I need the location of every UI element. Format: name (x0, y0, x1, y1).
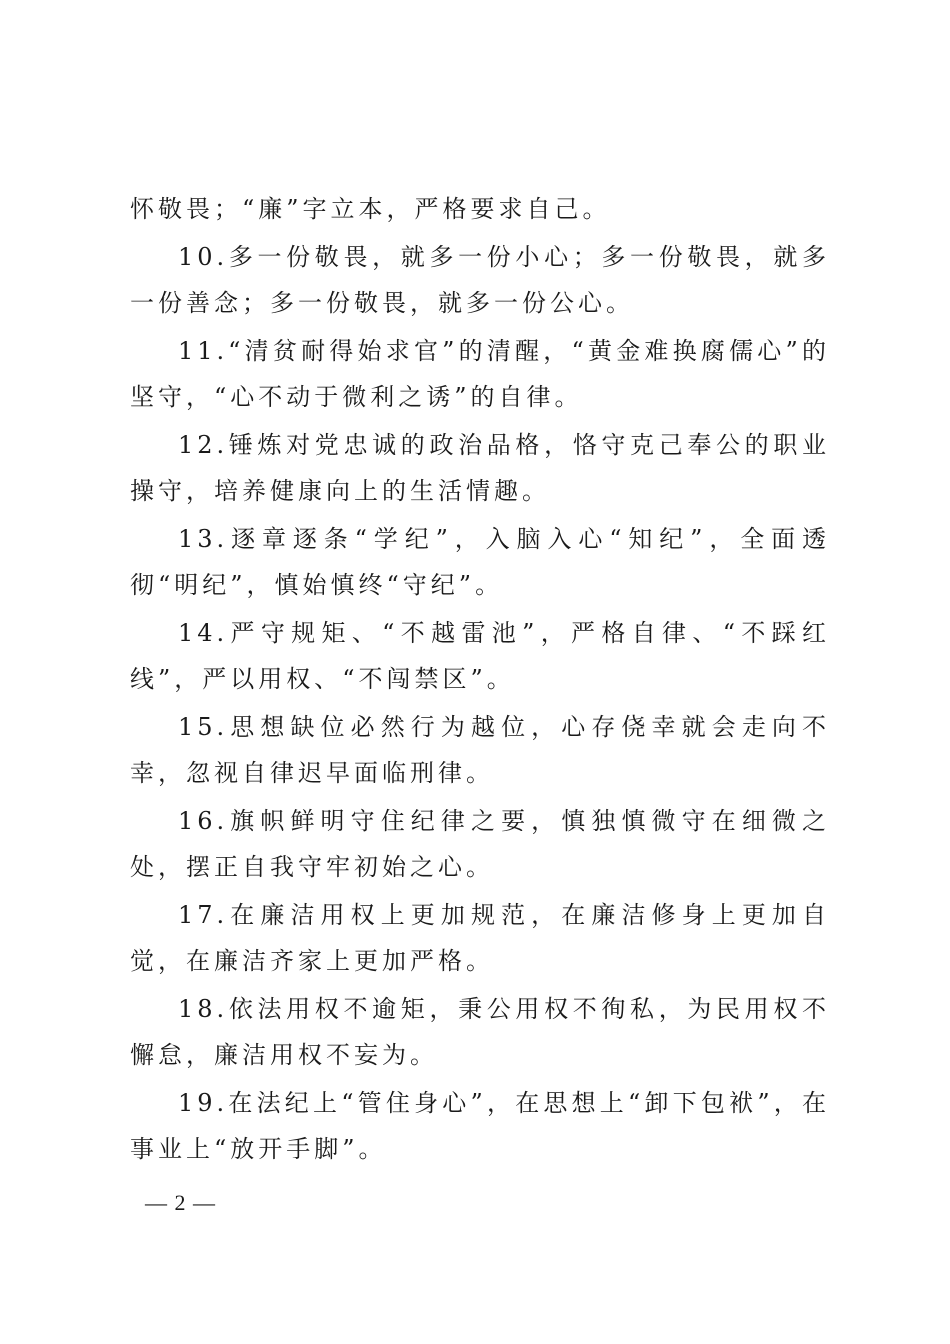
item-number: 17. (178, 901, 229, 929)
list-item-14 (130, 610, 830, 702)
item-text: 在廉洁用权上更加规范，在廉洁修身上更加自觉，在廉洁齐家上更加严格。 (130, 901, 830, 975)
list-item-17 (130, 892, 830, 984)
list-item-16 (130, 798, 830, 890)
list-item-18 (130, 986, 830, 1078)
item-number: 14. (178, 619, 229, 647)
item-number: 19. (178, 1089, 229, 1117)
item-text: 锤炼对党忠诚的政治品格，恪守克己奉公的职业操守，培养健康向上的生活情趣。 (130, 431, 830, 505)
item-number: 13. (178, 525, 229, 553)
list-item-12 (130, 422, 830, 514)
item-text: 严守规矩、“不越雷池”，严格自律、“不踩红线”，严以用权、“不闯禁区”。 (130, 619, 830, 693)
list-item-15 (130, 704, 830, 796)
item-text: 思想缺位必然行为越位，心存侥幸就会走向不幸，忽视自律迟早面临刑律。 (130, 713, 830, 787)
document-body (130, 186, 830, 1174)
item-text: 依法用权不逾矩，秉公用权不徇私，为民用权不懈怠，廉洁用权不妄为。 (130, 995, 830, 1069)
item-number: 12. (178, 431, 229, 459)
list-item-13 (130, 516, 830, 608)
item-number: 11. (178, 337, 229, 365)
item-number: 16. (178, 807, 229, 835)
item-text: 多一份敬畏，就多一份小心；多一份敬畏，就多一份善念；多一份敬畏，就多一份公心。 (130, 243, 830, 317)
item-text: “清贫耐得始求官”的清醒，“黄金难换腐儒心”的坚守，“心不动于微利之诱”的自律。 (130, 337, 830, 411)
continuation-paragraph: 怀敬畏；“廉”字立本，严格要求自己。 (130, 195, 611, 223)
item-number: 10. (178, 243, 229, 271)
list-item-19 (130, 1080, 830, 1172)
item-text: 在法纪上“管住身心”，在思想上“卸下包袱”，在事业上“放开手脚”。 (130, 1089, 830, 1163)
item-text: 逐章逐条“学纪”，入脑入心“知纪”，全面透彻“明纪”，慎始慎终“守纪”。 (130, 525, 830, 599)
list-item-10 (130, 234, 830, 326)
item-number: 15. (178, 713, 229, 741)
item-number: 18. (178, 995, 229, 1023)
page-number: — 2 — (145, 1190, 216, 1215)
item-text: 旗帜鲜明守住纪律之要，慎独慎微守在细微之处，摆正自我守牢初始之心。 (130, 807, 830, 881)
list-item-11 (130, 328, 830, 420)
